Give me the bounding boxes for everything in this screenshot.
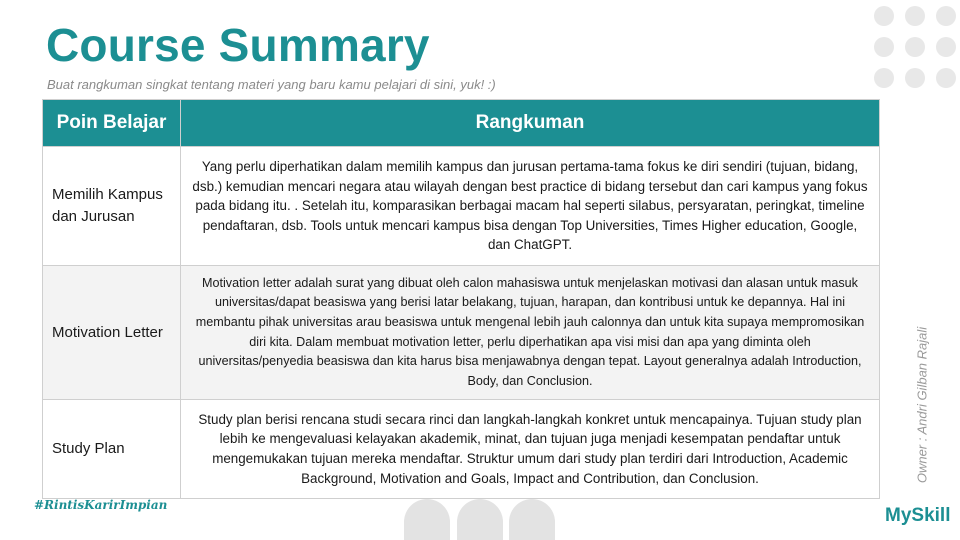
hashtag-text: #RintisKarirImpian <box>34 498 168 512</box>
dot-decoration <box>874 6 894 26</box>
dot-decoration <box>905 37 925 57</box>
arch-decoration <box>509 499 555 540</box>
summary-table <box>42 99 880 499</box>
table-row <box>43 266 880 400</box>
row-summary: Motivation letter adalah surat yang dibuat oleh calon mahasiswa untuk menjelaskan motivasi dan alasan untuk masuk universitas/dapat beasiswa yang berisi latar belakang, tujuan, harapan, dan kontribusi untuk ke depannya. Hal ini membantu pihak universitas arau beasiswa untuk mengenal lebih jauh calonnya dan untuk kita supaya mempromosikan diri kita. Dalam membuat motivation letter, perlu diperhatikan apa visi misi dan apa yang diminta oleh universitas/penyedia beasiswa dan kita harus bisa menjawabnya dengan tepat. Layout generalnya adalah Introduction, Body, dan Conclusion. <box>181 266 880 400</box>
table-row <box>43 147 880 266</box>
row-summary: Yang perlu diperhatikan dalam memilih kampus dan jurusan pertama-tama fokus ke diri sendiri (tujuan, bidang, dsb.) kemudian mencari negara atau wilayah dengan best practice di bidang tersebut dan cari kampus yang fokus pada bidang itu. . Setelah itu, komparasikan berbagai macam hal seperti silabus, persyaratan, peringkat, timeline pendaftaran, dsb. Tools untuk mencari kampus bisa dengan Top Universities, Times Higher education, Google, dan ChatGPT. <box>181 147 880 266</box>
column-header-rangkuman: Rangkuman <box>181 100 880 147</box>
column-header-poin-belajar: Poin Belajar <box>43 100 181 147</box>
arch-decoration <box>404 499 450 540</box>
dot-decoration <box>936 37 956 57</box>
row-summary: Study plan berisi rencana studi secara rinci dan langkah-langkah konkret untuk mencapainya. Tujuan study plan lebih ke mengevaluasi kelayakan akademik, minat, dan tujuan juga menjadi kesempatan pendaftar untuk mengemukakan tujuan mereka mendaftar. Struktur umum dari study plan terdiri dari Introduction, Academic Background, Motivation and Goals, Impact and Contribution, dan Conclusion. <box>181 400 880 499</box>
dot-decoration <box>936 68 956 88</box>
dot-decoration <box>905 6 925 26</box>
page-title: Course Summary <box>46 19 430 71</box>
owner-credit-text: Owner : Andri Gilban Rajali <box>914 326 930 484</box>
dot-decoration <box>905 68 925 88</box>
decorative-arches <box>404 499 556 540</box>
owner-credit <box>914 320 930 490</box>
arch-decoration <box>457 499 503 540</box>
row-label: Memilih Kampus dan Jurusan <box>43 147 181 266</box>
dot-decoration <box>874 68 894 88</box>
row-label: Study Plan <box>43 400 181 499</box>
dot-decoration <box>936 6 956 26</box>
dot-decoration <box>874 37 894 57</box>
page-subtitle: Buat rangkuman singkat tentang materi yang baru kamu pelajari di sini, yuk! :) <box>47 77 496 92</box>
table-row <box>43 400 880 499</box>
table-header-row <box>43 100 880 147</box>
decorative-dots <box>872 6 958 90</box>
row-label: Motivation Letter <box>43 266 181 400</box>
brand-logo: MySkill <box>885 505 951 526</box>
